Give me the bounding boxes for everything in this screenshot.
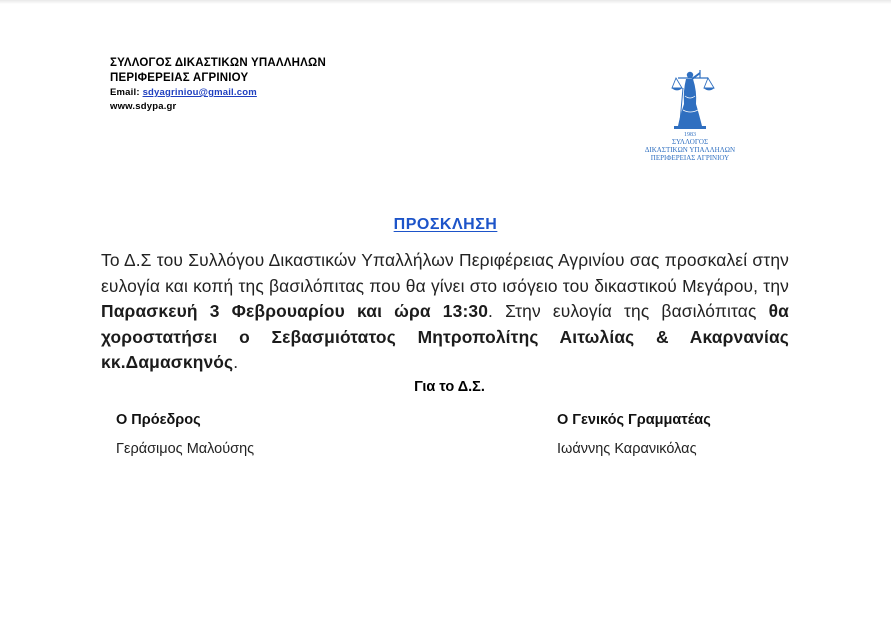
body-part2: . Στην ευλογία της βασιλόπιτας <box>488 301 769 321</box>
org-name-line2: ΠΕΡΙΦΕΡΕΙΑΣ ΑΓΡΙΝΙΟΥ <box>110 72 249 84</box>
logo-text-line2: ΔΙΚΑΣΤΙΚΩΝ ΥΠΑΛΛΗΛΩΝ <box>644 146 736 154</box>
president-name: Γεράσιμος Μαλούσης <box>116 441 255 457</box>
signature-block-secretary <box>557 410 711 459</box>
association-logo <box>628 66 752 162</box>
secretary-role: Ο Γενικός Γραμματέας <box>557 412 711 428</box>
title-text: ΠΡΟΣΚΛΗΣΗ <box>393 216 498 233</box>
website-text: www.sdypa.gr <box>110 101 177 112</box>
body-part1: Το Δ.Σ του Συλλόγου Δικαστικών Υπαλλήλων Περιφέρειας Αγρινίου σας προσκαλεί στην ευλογία και κοπή της βασιλόπιτας που θα γίνει στο ισόγειο του δικαστικού Μεγάρου, την <box>101 250 789 296</box>
logo-text-line3: ΠΕΡΙΦΕΡΕΙΑΣ ΑΓΡΙΝΙΟΥ <box>650 154 730 162</box>
justice-statue-icon <box>672 70 714 129</box>
org-name-line1: ΣΥΛΛΟΓΟΣ ΔΙΚΑΣΤΙΚΩΝ ΥΠΑΛΛΗΛΩΝ <box>110 57 326 69</box>
officiant-text: θα χοροστατήσει ο Σεβασμιότατος Μητροπολίτης Αιτωλίας & Ακαρνανίας κκ.Δαμασκηνός <box>101 301 789 372</box>
signature-block-president <box>116 410 254 459</box>
logo-text-line1: ΣΥΛΛΟΓΟΣ <box>671 138 709 146</box>
body-part3: . <box>233 352 239 372</box>
president-role: Ο Πρόεδρος <box>116 412 201 428</box>
email-line <box>110 86 326 100</box>
page-top-edge <box>0 0 891 4</box>
organization-header <box>110 56 326 114</box>
email-label: Email: <box>110 87 143 98</box>
event-date-time: Παρασκευή 3 Φεβρουαρίου και ώρα 13:30 <box>101 301 489 321</box>
logo-year: 1983 <box>684 132 696 138</box>
document-title <box>0 216 891 234</box>
secretary-name: Ιωάννης Καρανικόλας <box>557 441 697 457</box>
signoff-line: Για το Δ.Σ. <box>414 379 485 395</box>
invitation-body <box>101 248 789 376</box>
email-link[interactable]: sdyagriniou@gmail.com <box>142 87 257 98</box>
